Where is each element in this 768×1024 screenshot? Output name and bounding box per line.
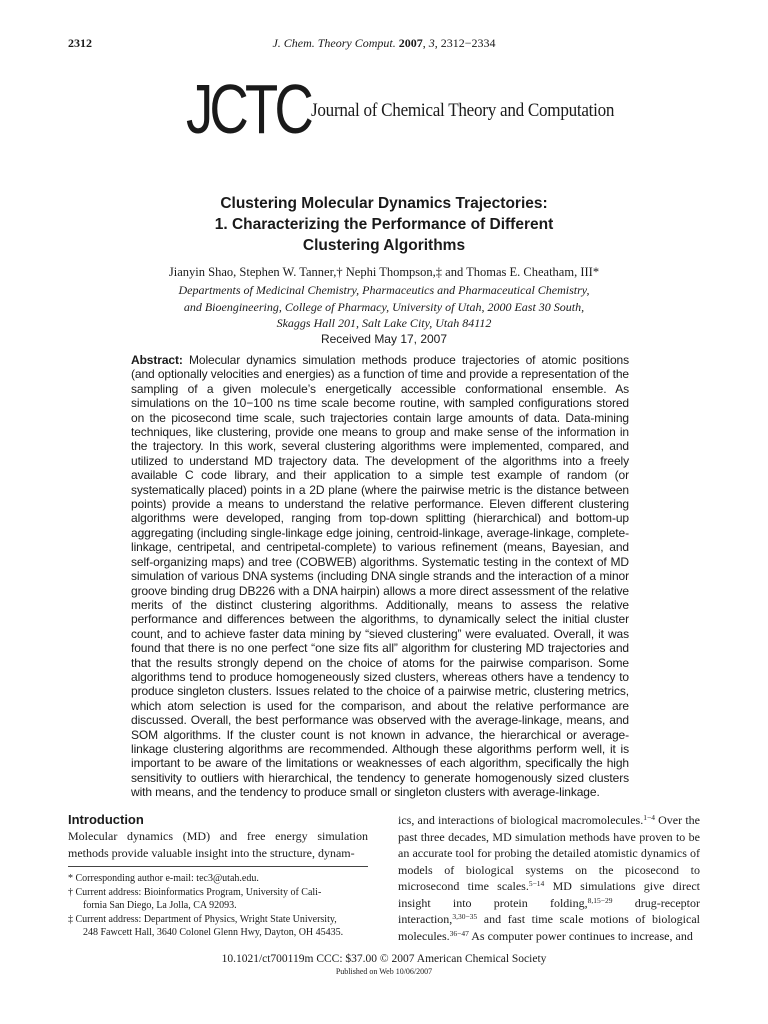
current-address-footnote: ‡ Current address: Department of Physics, Wright State University, bbox=[68, 913, 337, 925]
affiliation-line: and Bioengineering, College of Pharmacy, University of Utah, 2000 East 30 South, bbox=[183, 299, 585, 314]
introduction-heading: Introduction bbox=[68, 812, 144, 827]
corresponding-author-footnote: * Corresponding author e-mail: tec3@utah.edu. bbox=[68, 873, 259, 884]
doi-copyright-line: 10.1021/ct700119m CCC: $37.00 © 2007 American Chemical Society bbox=[221, 953, 547, 965]
intro-text: MD simulations give direct insight into protein folding, bbox=[398, 879, 701, 910]
intro-text: ics, and interactions of biological macromolecules. bbox=[398, 813, 644, 827]
introduction-right-column bbox=[398, 812, 700, 944]
page-number: 2312 bbox=[68, 36, 92, 50]
affiliation bbox=[100, 282, 668, 332]
running-head: J. Chem. Theory Comput. 2007, 3, 2312−2334 bbox=[272, 36, 496, 50]
published-date: Published on Web 10/06/2007 bbox=[335, 967, 433, 976]
intro-text: and fast time scale motions of biological molecules. bbox=[398, 912, 700, 943]
abstract-label: Abstract: bbox=[131, 353, 183, 367]
page-range: 2312−2334 bbox=[440, 36, 496, 50]
journal-name: Journal of Chemical Theory and Computation bbox=[311, 100, 615, 121]
current-address-footnote: † Current address: Bioinformatics Program, University of Cali- bbox=[68, 886, 322, 898]
affiliation-line: Skaggs Hall 201, Salt Lake City, Utah 84112 bbox=[276, 316, 492, 330]
title-line: Clustering Algorithms bbox=[302, 237, 466, 254]
citation-ref: 3,30−35 bbox=[452, 912, 478, 921]
journal-year: 2007 bbox=[398, 36, 423, 50]
article-title bbox=[90, 193, 678, 256]
citation-ref: 1−4 bbox=[643, 813, 655, 822]
journal-banner bbox=[186, 70, 615, 153]
current-address-footnote: 248 Fawcett Hall, 3640 Colonel Glenn Hwy, Dayton, OH 45435. bbox=[83, 927, 344, 938]
abstract bbox=[131, 353, 629, 800]
affiliation-line: Departments of Medicinal Chemistry, Pharmaceutics and Pharmaceutical Chemistry, bbox=[178, 283, 590, 297]
received-date: Received May 17, 2007 bbox=[320, 332, 448, 346]
introduction-left-column: Molecular dynamics (MD) and free energy simulation methods provide valuable insight into the structure, dynam- bbox=[68, 829, 368, 860]
journal-abbreviation: J. Chem. Theory Comput. bbox=[272, 36, 396, 50]
intro-text: drug-receptor interaction, bbox=[398, 895, 701, 926]
current-address-footnote: fornia San Diego, La Jolla, CA 92093. bbox=[83, 900, 237, 911]
footnotes bbox=[68, 872, 372, 940]
citation-ref: 5−14 bbox=[528, 879, 545, 888]
title-line: 1. Characterizing the Performance of Different bbox=[214, 216, 554, 233]
citation-ref: 8,15−29 bbox=[587, 895, 613, 905]
journal-logo: JCTC bbox=[186, 70, 310, 148]
intro-text: As computer power continues to increase, and bbox=[468, 928, 693, 943]
title-line: Clustering Molecular Dynamics Trajectories: bbox=[220, 195, 548, 212]
author-list: Jianyin Shao, Stephen W. Tanner,† Nephi Thompson,‡ and Thomas E. Cheatham, III* bbox=[168, 265, 600, 279]
citation-ref: 36−47 bbox=[449, 928, 469, 938]
journal-volume: 3 bbox=[428, 36, 435, 50]
abstract-text: Molecular dynamics simulation methods produce trajectories of atomic positions (and optionally velocities and energies) as a function of time and provide a representation of the sampling of a given molecule’s energetically accessible conformational ensemble. As simulations on the 10−100 ns time scale become routine, with sampled configurations stored on the picosecond time scale, such trajectories contain large amounts of data. Data-mining techniques, like clustering, provide one means to group and make sense of the information in the trajectory. In this work, several clustering algorithms were implemented, compared, and utilized to understand MD trajectory data. The development of the algorithms into a freely available C code library, and their application to a simple test example of random (or systematically placed) points in a 2D plane (where the pairwise metric is the distance between points) provide a means to understand the relative performance. Eleven different clustering algorithms were developed, ranging from top-down splitting (hierarchical) and bottom-up aggregating (including single-linkage edge joining, centroid-linkage, average-linkage, complete-linkage, centripetal, and centripetal-complete) to various refinement (means, Bayesian, and self-organizing maps) and tree (COBWEB) algorithms. Systematic testing in the context of MD simulation of various DNA systems (including DNA single strands and the interaction of a minor groove binding drug DB226 with a DNA hairpin) allows a more direct assessment of the relative merits of the distinct clustering algorithms. Additionally, means to assess the relative performance and differences between the algorithms, to dynamically select the initial cluster count, and to achieve faster data mining by “sieved clustering” were evaluated. Overall, it was found that there is no one perfect “one size fits all” algorithm for clustering MD trajectories and that the results strongly depend on the choice of atoms for the pairwise comparison. Some algorithms tend to produce homogeneously sized clusters, whereas others have a tendency to produce singleton clusters. Issues related to the choice of a pairwise metric, clustering metrics, which atom selection is used for the comparison, and about the relative performance are discussed. Overall, the best performance was observed with the average-linkage, means, and SOM algorithms. If the cluster count is not known in advance, the hierarchical or average-linkage clustering algorithms are recommended. Although these algorithms perform well, it is important to be aware of the limitations or weaknesses of each algorithm, specifically the high sensitivity to outliers with hierarchical, the tendency to generate homogenously sized clusters with means, and the tendency to produce small or singleton clusters with average-linkage. bbox=[131, 353, 629, 800]
footnote-divider bbox=[68, 866, 368, 867]
intro-text: Over the past three decades, MD simulation methods have proven to be an accurate tool for probing the detailed atomistic dynamics of models of biological systems on the picosecond to microsecond time scales. bbox=[398, 813, 700, 893]
